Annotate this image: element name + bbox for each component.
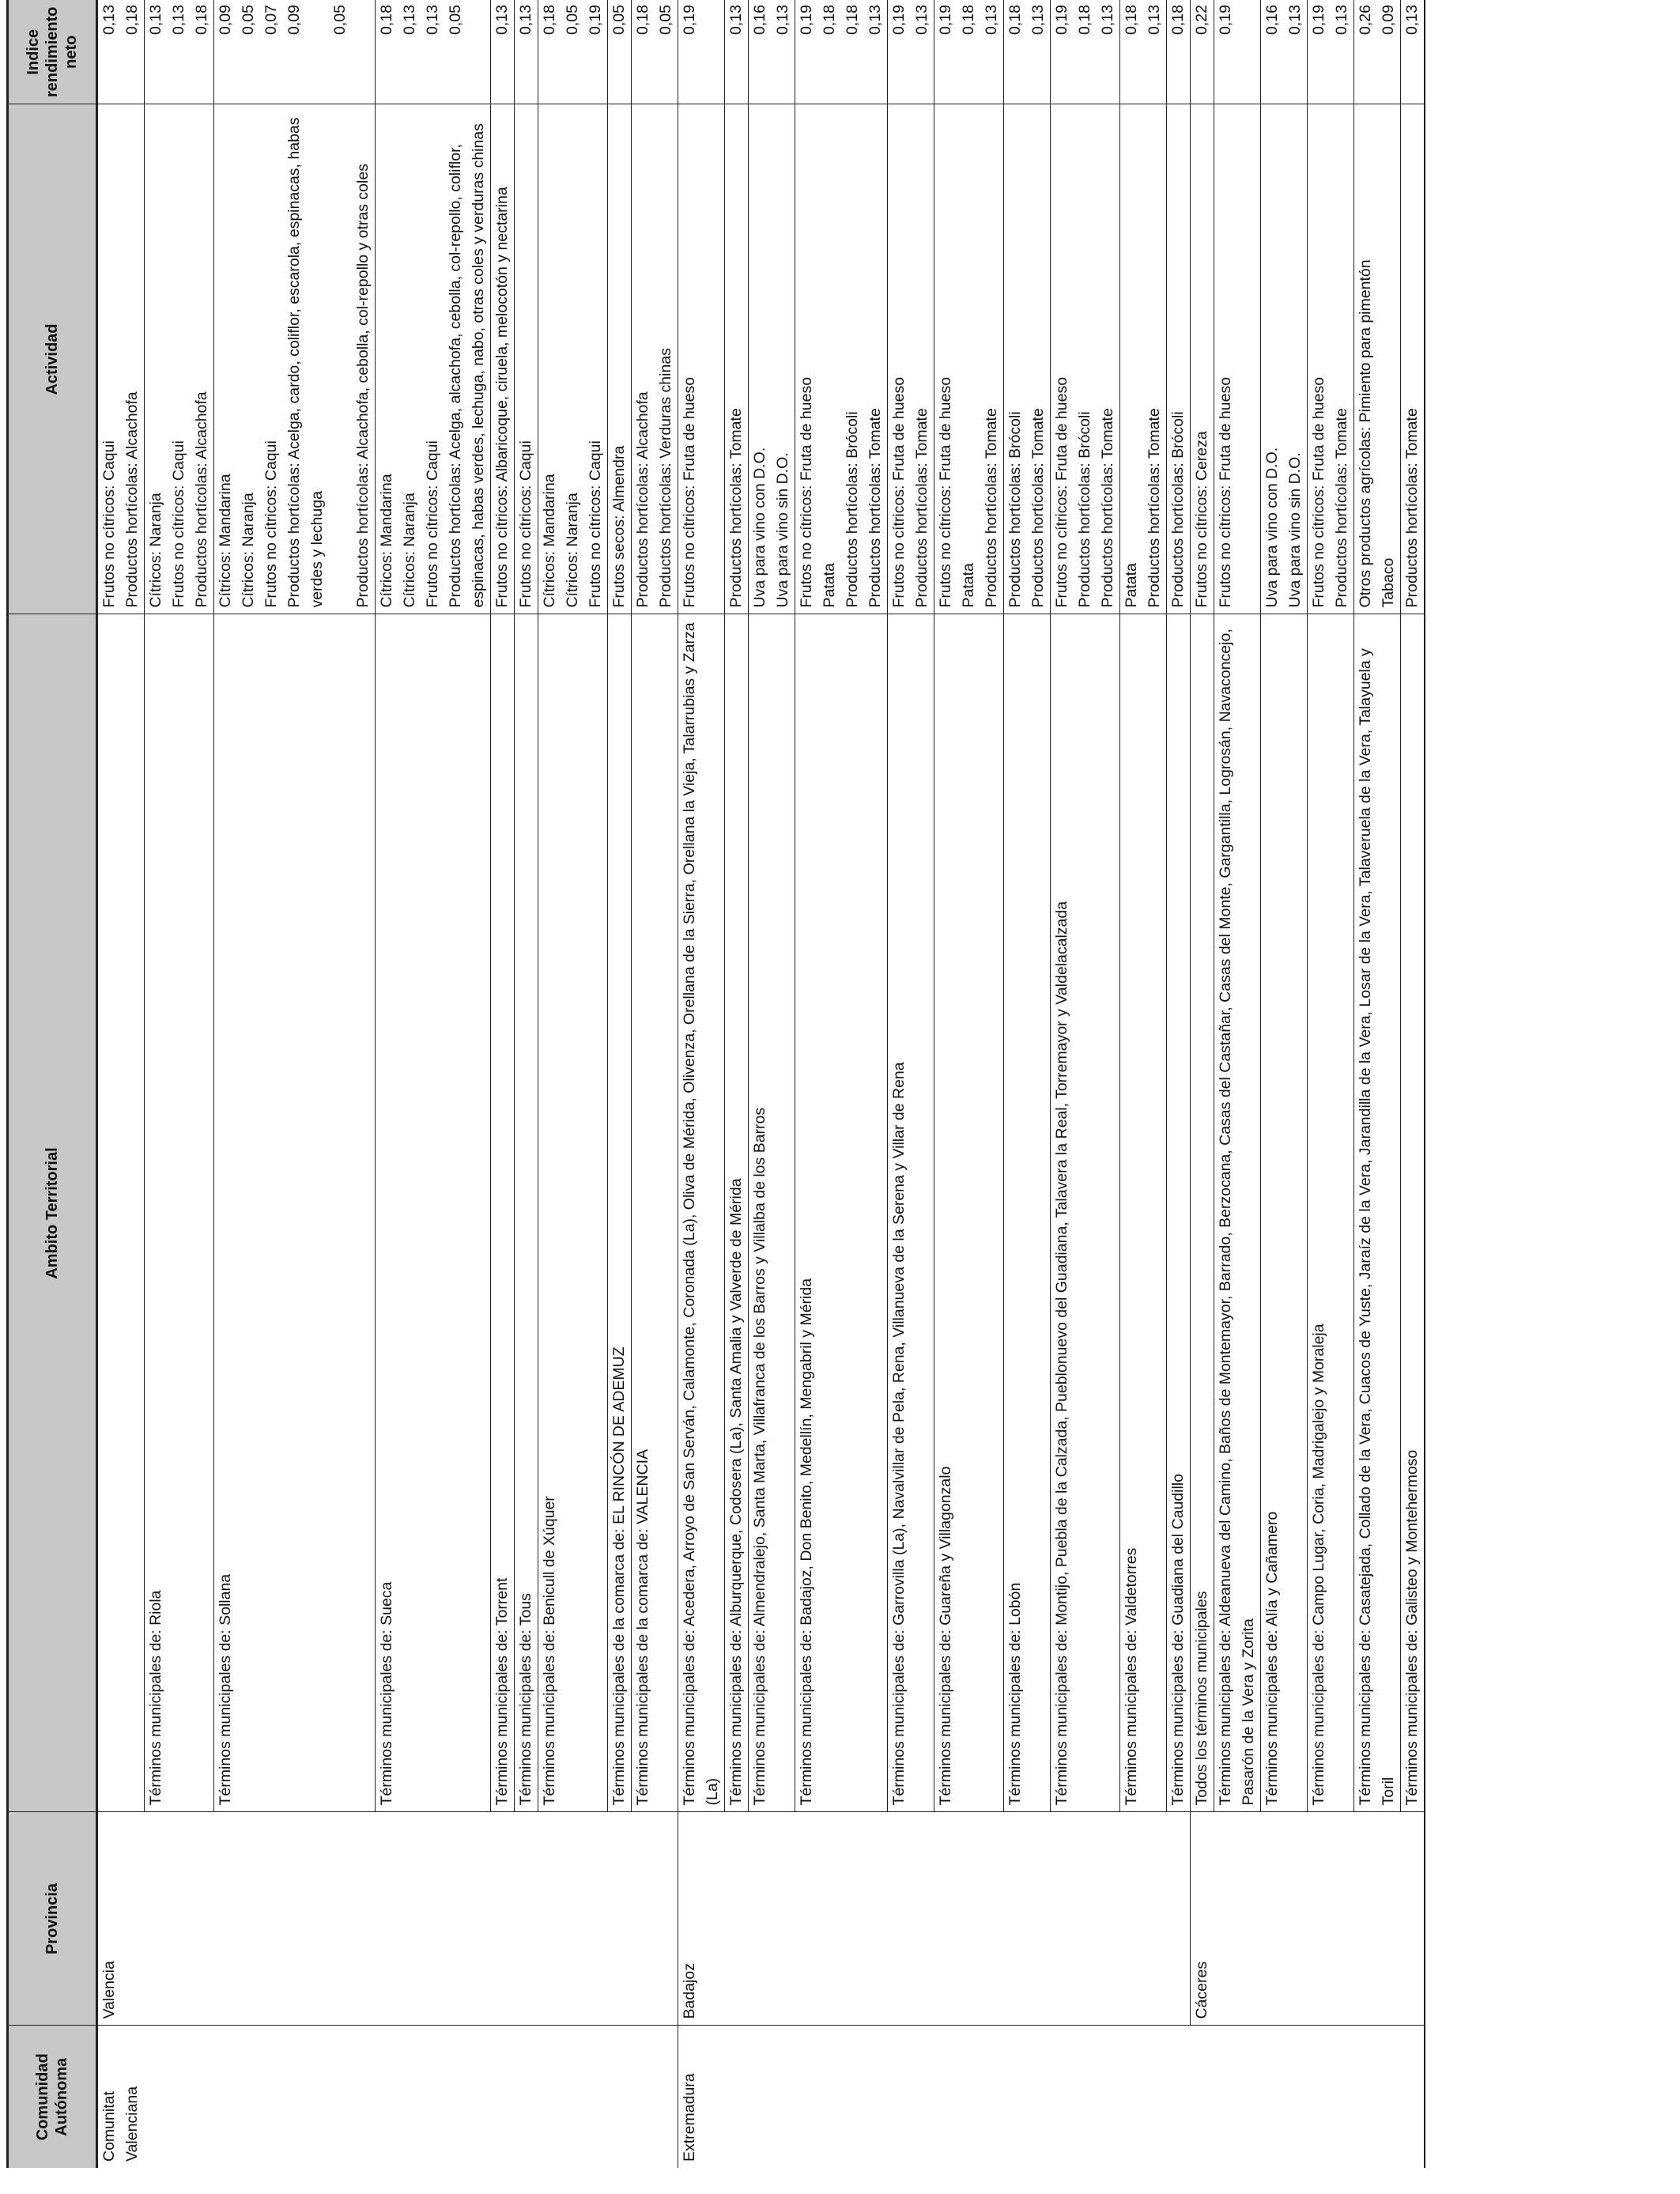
indice-value: 0,13 xyxy=(774,5,791,35)
ambito-cell: Términos municipales de: Acedera, Arroyo de San Serván, Calamonte, Coronada (La), Oliva de Mérida, Olivenza, Orellana de la Sierra, Orellana la Vieja, Talarrubias y Zarza (La) xyxy=(678,614,725,1812)
ambito-cell: Términos municipales de la comarca de: VALENCIA xyxy=(632,614,678,1812)
actividad-item: Productos hortícolas: Acelga, cardo, coliflor, escarola, espinacas, habas verdes y lechuga xyxy=(285,117,326,608)
ambito-cell: Términos municipales de: Casatejada, Collado de la Vera, Cuacos de Yuste, Jaraíz de la Vera, Jarandilla de la Vera, Losar de la Vera, Talaveruela de la Vera, Talayuela y Toril xyxy=(1354,614,1401,1812)
comunidad-cell xyxy=(515,2026,538,2168)
indice-value: 0,05 xyxy=(610,5,628,35)
comunidad-cell xyxy=(214,2026,376,2168)
table-body xyxy=(97,0,1425,2168)
provincia-cell xyxy=(725,1812,749,2026)
actividad-item: Frutos no cítricos: Fruta de hueso xyxy=(1310,376,1327,608)
actividad-item: Uva para vino sin D.O. xyxy=(774,452,791,608)
comunidad-cell xyxy=(1191,2026,1214,2168)
actividad-item: Frutos secos: Almendra xyxy=(610,445,628,608)
actividad-item: Productos hortícolas: Tomate xyxy=(983,408,1000,608)
indice-value: 0,18 xyxy=(1076,5,1093,35)
table-row xyxy=(1308,0,1354,2168)
indice-cell xyxy=(1214,0,1261,104)
header-comunidad: Comunidad Autónoma xyxy=(8,2026,97,2168)
indice-value: 0,13 xyxy=(147,5,164,35)
rendimiento-table xyxy=(6,0,1425,2168)
indice-cell xyxy=(1354,0,1401,104)
ambito-cell: Términos municipales de: Sueca xyxy=(376,614,491,1812)
indice-value: 0,18 xyxy=(1169,5,1187,35)
actividad-item: Cítricos: Mandarina xyxy=(541,474,558,608)
table-row xyxy=(376,0,491,2168)
actividad-cell xyxy=(608,104,632,614)
actividad-item: Frutos no cítricos: Albaricoque, ciruela, melocotón y nectarina xyxy=(493,187,511,608)
table-row xyxy=(1214,0,1261,2168)
ambito-cell: Términos municipales de: Guadiana del Caudillo xyxy=(1167,614,1191,1812)
comunidad-cell xyxy=(1401,2026,1425,2168)
indice-cell xyxy=(1051,0,1120,104)
table-row xyxy=(1261,0,1308,2168)
indice-value: 0,13 xyxy=(1286,5,1304,35)
provincia-cell xyxy=(795,1812,888,2026)
provincia-cell xyxy=(1308,1812,1354,2026)
actividad-item: Productos hortícolas: Alcachofa xyxy=(123,391,141,608)
ambito-cell: Términos municipales de: Torrent xyxy=(491,614,515,1812)
provincia-cell xyxy=(1354,1812,1401,2026)
actividad-item: Cítricos: Naranja xyxy=(147,493,164,608)
actividad-cell xyxy=(1191,104,1214,614)
ambito-cell: Términos municipales de: Almendralejo, Santa Marta, Villafranca de los Barros y Villalba de los Barros xyxy=(749,614,795,1812)
indice-value: 0,07 xyxy=(262,5,280,35)
indice-value: 0,18 xyxy=(193,5,210,35)
actividad-item: Productos hortícolas: Brócoli xyxy=(1076,411,1093,608)
comunidad-cell xyxy=(795,2026,888,2168)
indice-cell xyxy=(491,0,515,104)
actividad-item: Productos hortícolas: Brócoli xyxy=(1169,411,1187,608)
actividad-cell xyxy=(515,104,538,614)
provincia-cell xyxy=(1004,1812,1051,2026)
ambito-cell: Términos municipales de: Riola xyxy=(145,614,214,1812)
indice-value: 0,13 xyxy=(170,5,187,35)
indice-cell xyxy=(795,0,888,104)
actividad-item: Frutos no cítricos: Cereza xyxy=(1193,431,1210,608)
actividad-item: Frutos no cítricos: Fruta de hueso xyxy=(937,376,954,608)
comunidad-cell xyxy=(1354,2026,1401,2168)
indice-cell xyxy=(725,0,749,104)
table-row xyxy=(145,0,214,2168)
indice-cell xyxy=(1004,0,1051,104)
indice-cell xyxy=(515,0,538,104)
actividad-item: Frutos no cítricos: Fruta de hueso xyxy=(681,376,698,608)
ambito-cell: Términos municipales de: Campo Lugar, Coria, Madrigalejo y Moraleja xyxy=(1308,614,1354,1812)
table-row xyxy=(632,0,678,2168)
ambito-cell: Términos municipales de: Alía y Cañamero xyxy=(1261,614,1308,1812)
actividad-cell xyxy=(1308,104,1354,614)
indice-value: 0,16 xyxy=(1263,5,1281,35)
provincia-cell xyxy=(1167,1812,1191,2026)
provincia-cell xyxy=(538,1812,608,2026)
actividad-item: Productos hortícolas: Brócoli xyxy=(1006,411,1024,608)
actividad-cell xyxy=(1004,104,1051,614)
ambito-cell: Términos municipales de: Sollana xyxy=(214,614,376,1812)
actividad-item: Cítricos: Mandarina xyxy=(217,474,234,608)
comunidad-cell xyxy=(145,2026,214,2168)
indice-value: 0,18 xyxy=(634,5,651,35)
comunidad-cell xyxy=(749,2026,795,2168)
comunidad-cell xyxy=(888,2026,934,2168)
table-row xyxy=(608,0,632,2168)
indice-value: 0,13 xyxy=(1146,5,1163,35)
actividad-cell xyxy=(1401,104,1425,614)
actividad-item: Frutos no cítricos: Caqui xyxy=(262,440,280,608)
indice-value: 0,05 xyxy=(447,5,464,35)
indice-value: 0,13 xyxy=(517,5,534,35)
indice-cell xyxy=(376,0,491,104)
actividad-item: Productos hortícolas: Tomate xyxy=(866,408,884,608)
indice-value: 0,19 xyxy=(1217,5,1234,35)
actividad-item: Productos hortícolas: Alcachofa, cebolla, col-repollo y otras coles xyxy=(354,164,372,608)
indice-value: 0,13 xyxy=(493,5,511,35)
indice-value: 0,18 xyxy=(1123,5,1140,35)
indice-value xyxy=(306,5,329,98)
comunidad-cell: Comunitat Valenciana xyxy=(100,2086,141,2162)
comunidad-cell xyxy=(1308,2026,1354,2168)
table-row xyxy=(749,0,795,2168)
indice-cell xyxy=(608,0,632,104)
actividad-item: Frutos no cítricos: Fruta de hueso xyxy=(890,376,908,608)
header-ambito: Ambito Territorial xyxy=(8,614,97,1812)
indice-value: 0,13 xyxy=(727,5,745,35)
provincia-cell xyxy=(749,1812,795,2026)
actividad-cell xyxy=(678,104,725,614)
actividad-item: Productos hortícolas: Tomate xyxy=(1146,408,1163,608)
indice-value: 0,13 xyxy=(401,5,418,35)
indice-cell xyxy=(1167,0,1191,104)
header-indice: Indice rendimiento neto xyxy=(8,0,97,104)
actividad-item: Frutos no cítricos: Caqui xyxy=(517,440,534,608)
comunidad-cell xyxy=(1051,2026,1120,2168)
table-row xyxy=(515,0,538,2168)
table-row xyxy=(491,0,515,2168)
ambito-cell: Términos municipales de: Valdetorres xyxy=(1120,614,1167,1812)
table-row xyxy=(1051,0,1120,2168)
indice-cell xyxy=(1191,0,1214,104)
provincia-cell xyxy=(214,1812,376,2026)
provincia-cell xyxy=(376,1812,491,2026)
ambito-cell: Términos municipales de la comarca de: EL RINCÓN DE ADEMUZ xyxy=(608,614,632,1812)
table-row xyxy=(1354,0,1401,2168)
actividad-item: Productos hortícolas: Acelga, alcachofa, cebolla, col-repollo, coliflor, espinacas, habas verdes, lechuga, nabo, otras coles y verduras chinas xyxy=(447,123,487,608)
actividad-item: Patata xyxy=(1123,563,1140,608)
actividad-cell xyxy=(795,104,888,614)
header-provincia: Provincia xyxy=(8,1812,97,2026)
provincia-cell xyxy=(888,1812,934,2026)
table-row xyxy=(1004,0,1051,2168)
indice-value: 0,13 xyxy=(424,5,441,35)
indice-value: 0,19 xyxy=(798,5,815,35)
ambito-cell: Términos municipales de: Alburquerque, Codosera (La), Santa Amalia y Valverde de Mérida xyxy=(725,614,749,1812)
comunidad-cell xyxy=(934,2026,1004,2168)
comunidad-cell xyxy=(376,2026,491,2168)
provincia-cell: Cáceres xyxy=(1191,1812,1214,2026)
ambito-cell xyxy=(97,614,145,1812)
provincia-cell xyxy=(491,1812,515,2026)
comunidad-cell xyxy=(1004,2026,1051,2168)
actividad-cell xyxy=(538,104,608,614)
indice-cell xyxy=(749,0,795,104)
comunidad-cell xyxy=(491,2026,515,2168)
actividad-item xyxy=(329,110,352,608)
actividad-cell xyxy=(934,104,1004,614)
provincia-cell xyxy=(1214,1812,1261,2026)
header-row xyxy=(8,0,97,2168)
comunidad-cell: Extremadura xyxy=(681,2073,698,2162)
provincia-cell xyxy=(1261,1812,1308,2026)
actividad-item: Productos hortícolas: Verduras chinas xyxy=(657,348,674,608)
comunidad-cell xyxy=(1214,2026,1261,2168)
indice-value: 0,16 xyxy=(751,5,768,35)
ambito-cell: Términos municipales de: Lobón xyxy=(1004,614,1051,1812)
indice-cell xyxy=(1401,0,1425,104)
table-row xyxy=(795,0,888,2168)
indice-cell xyxy=(888,0,934,104)
indice-value: 0,18 xyxy=(378,5,395,35)
indice-value: 0,09 xyxy=(285,5,303,35)
provincia-cell: Valencia xyxy=(97,1812,145,2026)
indice-value: 0,18 xyxy=(541,5,558,35)
ambito-cell: Todos los términos municipales xyxy=(1191,614,1214,1812)
actividad-item: Productos hortícolas: Alcachofa xyxy=(634,391,651,608)
actividad-item: Productos hortícolas: Alcachofa xyxy=(193,391,210,608)
actividad-item: Productos hortícolas: Tomate xyxy=(1333,408,1350,608)
actividad-cell xyxy=(749,104,795,614)
comunidad-cell xyxy=(1120,2026,1167,2168)
ambito-cell: Términos municipales de: Galisteo y Montehermoso xyxy=(1401,614,1425,1812)
indice-cell xyxy=(632,0,678,104)
indice-value: 0,05 xyxy=(564,5,581,35)
actividad-item: Productos hortícolas: Tomate xyxy=(1403,408,1421,608)
ambito-cell: Términos municipales de: Aldeanueva del Camino, Baños de Montemayor, Barrado, Berzocana, Casas del Castañar, Casas del Monte, Gargantilla, Logrosán, Navaconcejo, Pasarón de la Vera y Zorita xyxy=(1214,614,1261,1812)
comunidad-cell xyxy=(538,2026,608,2168)
table-row xyxy=(725,0,749,2168)
indice-value: 0,05 xyxy=(657,5,674,35)
indice-cell xyxy=(538,0,608,104)
actividad-item: Patata xyxy=(821,563,838,608)
table-row xyxy=(888,0,934,2168)
indice-cell xyxy=(678,0,725,104)
table-row xyxy=(1167,0,1191,2168)
provincia-cell xyxy=(1051,1812,1120,2026)
table-row xyxy=(934,0,1004,2168)
ambito-cell: Términos municipales de: Benicull de Xúquer xyxy=(538,614,608,1812)
ambito-cell: Términos municipales de: Guareña y Villagonzalo xyxy=(934,614,1004,1812)
indice-value: 0,05 xyxy=(240,5,257,35)
indice-value: 0,13 xyxy=(1029,5,1047,35)
provincia-cell xyxy=(608,1812,632,2026)
comunidad-cell xyxy=(1261,2026,1308,2168)
indice-cell xyxy=(1308,0,1354,104)
indice-value: 0,09 xyxy=(217,5,234,35)
indice-value: 0,19 xyxy=(1310,5,1327,35)
indice-cell xyxy=(214,0,376,104)
table-row xyxy=(214,0,376,2168)
actividad-item: Frutos no cítricos: Fruta de hueso xyxy=(798,376,815,608)
actividad-item: Otros productos agrícolas: Pimiento para pimentón xyxy=(1357,259,1374,608)
actividad-item: Cítricos: Mandarina xyxy=(378,474,395,608)
actividad-item: Productos hortícolas: Tomate xyxy=(1029,408,1047,608)
actividad-item: Patata xyxy=(960,563,977,608)
actividad-item: Frutos no cítricos: Fruta de hueso xyxy=(1217,376,1234,608)
indice-value: 0,22 xyxy=(1193,5,1210,35)
ambito-cell: Términos municipales de: Montijo, Puebla de la Calzada, Pueblonuevo del Guadiana, Talavera la Real, Torremayor y Valdelacalzada xyxy=(1051,614,1120,1812)
indice-value: 0,09 xyxy=(1380,5,1397,35)
table-row xyxy=(1401,0,1425,2168)
indice-value: 0,19 xyxy=(587,5,604,35)
provincia-cell xyxy=(1401,1812,1425,2026)
indice-cell xyxy=(1120,0,1167,104)
actividad-item: Uva para vino con D.O. xyxy=(751,447,768,608)
indice-value: 0,18 xyxy=(821,5,838,35)
indice-cell xyxy=(1261,0,1308,104)
table-row xyxy=(538,0,608,2168)
indice-value: 0,18 xyxy=(123,5,141,35)
table-row xyxy=(678,0,725,2168)
table-row xyxy=(1191,0,1214,2168)
actividad-item: Productos hortícolas: Brócoli xyxy=(844,411,861,608)
actividad-cell xyxy=(1167,104,1191,614)
ambito-cell: Términos municipales de: Garrovilla (La), Navalvillar de Pela, Rena, Villanueva de la Serena y Villar de Rena xyxy=(888,614,934,1812)
actividad-item: Productos hortícolas: Tomate xyxy=(727,408,745,608)
provincia-cell xyxy=(1120,1812,1167,2026)
actividad-cell xyxy=(97,104,145,614)
actividad-item: Cítricos: Naranja xyxy=(401,493,418,608)
actividad-item: Cítricos: Naranja xyxy=(564,493,581,608)
ambito-cell: Términos municipales de: Badajoz, Don Benito, Medellín, Mengabril y Mérida xyxy=(795,614,888,1812)
indice-value: 0,13 xyxy=(983,5,1000,35)
actividad-cell xyxy=(725,104,749,614)
actividad-item: Cítricos: Naranja xyxy=(240,493,257,608)
table-row xyxy=(1120,0,1167,2168)
actividad-cell xyxy=(1120,104,1167,614)
indice-value: 0,13 xyxy=(1403,5,1421,35)
indice-value: 0,13 xyxy=(100,5,118,35)
indice-value: 0,13 xyxy=(866,5,884,35)
provincia-cell: Badajoz xyxy=(678,1812,725,2026)
actividad-cell xyxy=(1051,104,1120,614)
actividad-item: Uva para vino sin D.O. xyxy=(1286,452,1304,608)
indice-value: 0,13 xyxy=(1099,5,1116,35)
actividad-cell xyxy=(1214,104,1261,614)
provincia-cell xyxy=(934,1812,1004,2026)
table-row xyxy=(97,0,145,2168)
provincia-cell xyxy=(145,1812,214,2026)
actividad-item: Frutos no cítricos: Caqui xyxy=(587,440,604,608)
actividad-item: Frutos no cítricos: Caqui xyxy=(170,440,187,608)
actividad-cell xyxy=(376,104,491,614)
actividad-item: Tabaco xyxy=(1380,557,1397,608)
indice-value: 0,18 xyxy=(844,5,861,35)
indice-cell xyxy=(97,0,145,104)
indice-cell xyxy=(934,0,1004,104)
actividad-cell xyxy=(214,104,376,614)
comunidad-cell xyxy=(608,2026,632,2168)
actividad-item: Frutos no cítricos: Caqui xyxy=(100,440,118,608)
ambito-cell: Términos municipales de: Tous xyxy=(515,614,538,1812)
actividad-item: Productos hortícolas: Tomate xyxy=(913,408,931,608)
comunidad-cell xyxy=(632,2026,678,2168)
indice-value: 0,19 xyxy=(937,5,954,35)
provincia-cell xyxy=(515,1812,538,2026)
indice-value: 0,13 xyxy=(1333,5,1350,35)
actividad-cell xyxy=(145,104,214,614)
header-actividad: Actividad xyxy=(8,104,97,614)
actividad-cell xyxy=(632,104,678,614)
indice-value: 0,19 xyxy=(681,5,698,35)
indice-value: 0,19 xyxy=(890,5,908,35)
provincia-cell xyxy=(632,1812,678,2026)
indice-value: 0,13 xyxy=(913,5,931,35)
actividad-item: Productos hortícolas: Tomate xyxy=(1099,408,1116,608)
comunidad-cell xyxy=(725,2026,749,2168)
indice-value: 0,05 xyxy=(331,5,349,35)
actividad-item: Uva para vino con D.O. xyxy=(1263,447,1281,608)
indice-cell xyxy=(145,0,214,104)
actividad-cell xyxy=(1354,104,1401,614)
indice-value: 0,18 xyxy=(960,5,977,35)
actividad-item: Frutos no cítricos: Caqui xyxy=(424,440,441,608)
indice-value: 0,19 xyxy=(1053,5,1070,35)
actividad-cell xyxy=(888,104,934,614)
indice-value: 0,26 xyxy=(1357,5,1374,35)
indice-value: 0,18 xyxy=(1006,5,1024,35)
actividad-cell xyxy=(1261,104,1308,614)
actividad-item: Frutos no cítricos: Fruta de hueso xyxy=(1053,376,1070,608)
comunidad-cell xyxy=(1167,2026,1191,2168)
actividad-cell xyxy=(491,104,515,614)
